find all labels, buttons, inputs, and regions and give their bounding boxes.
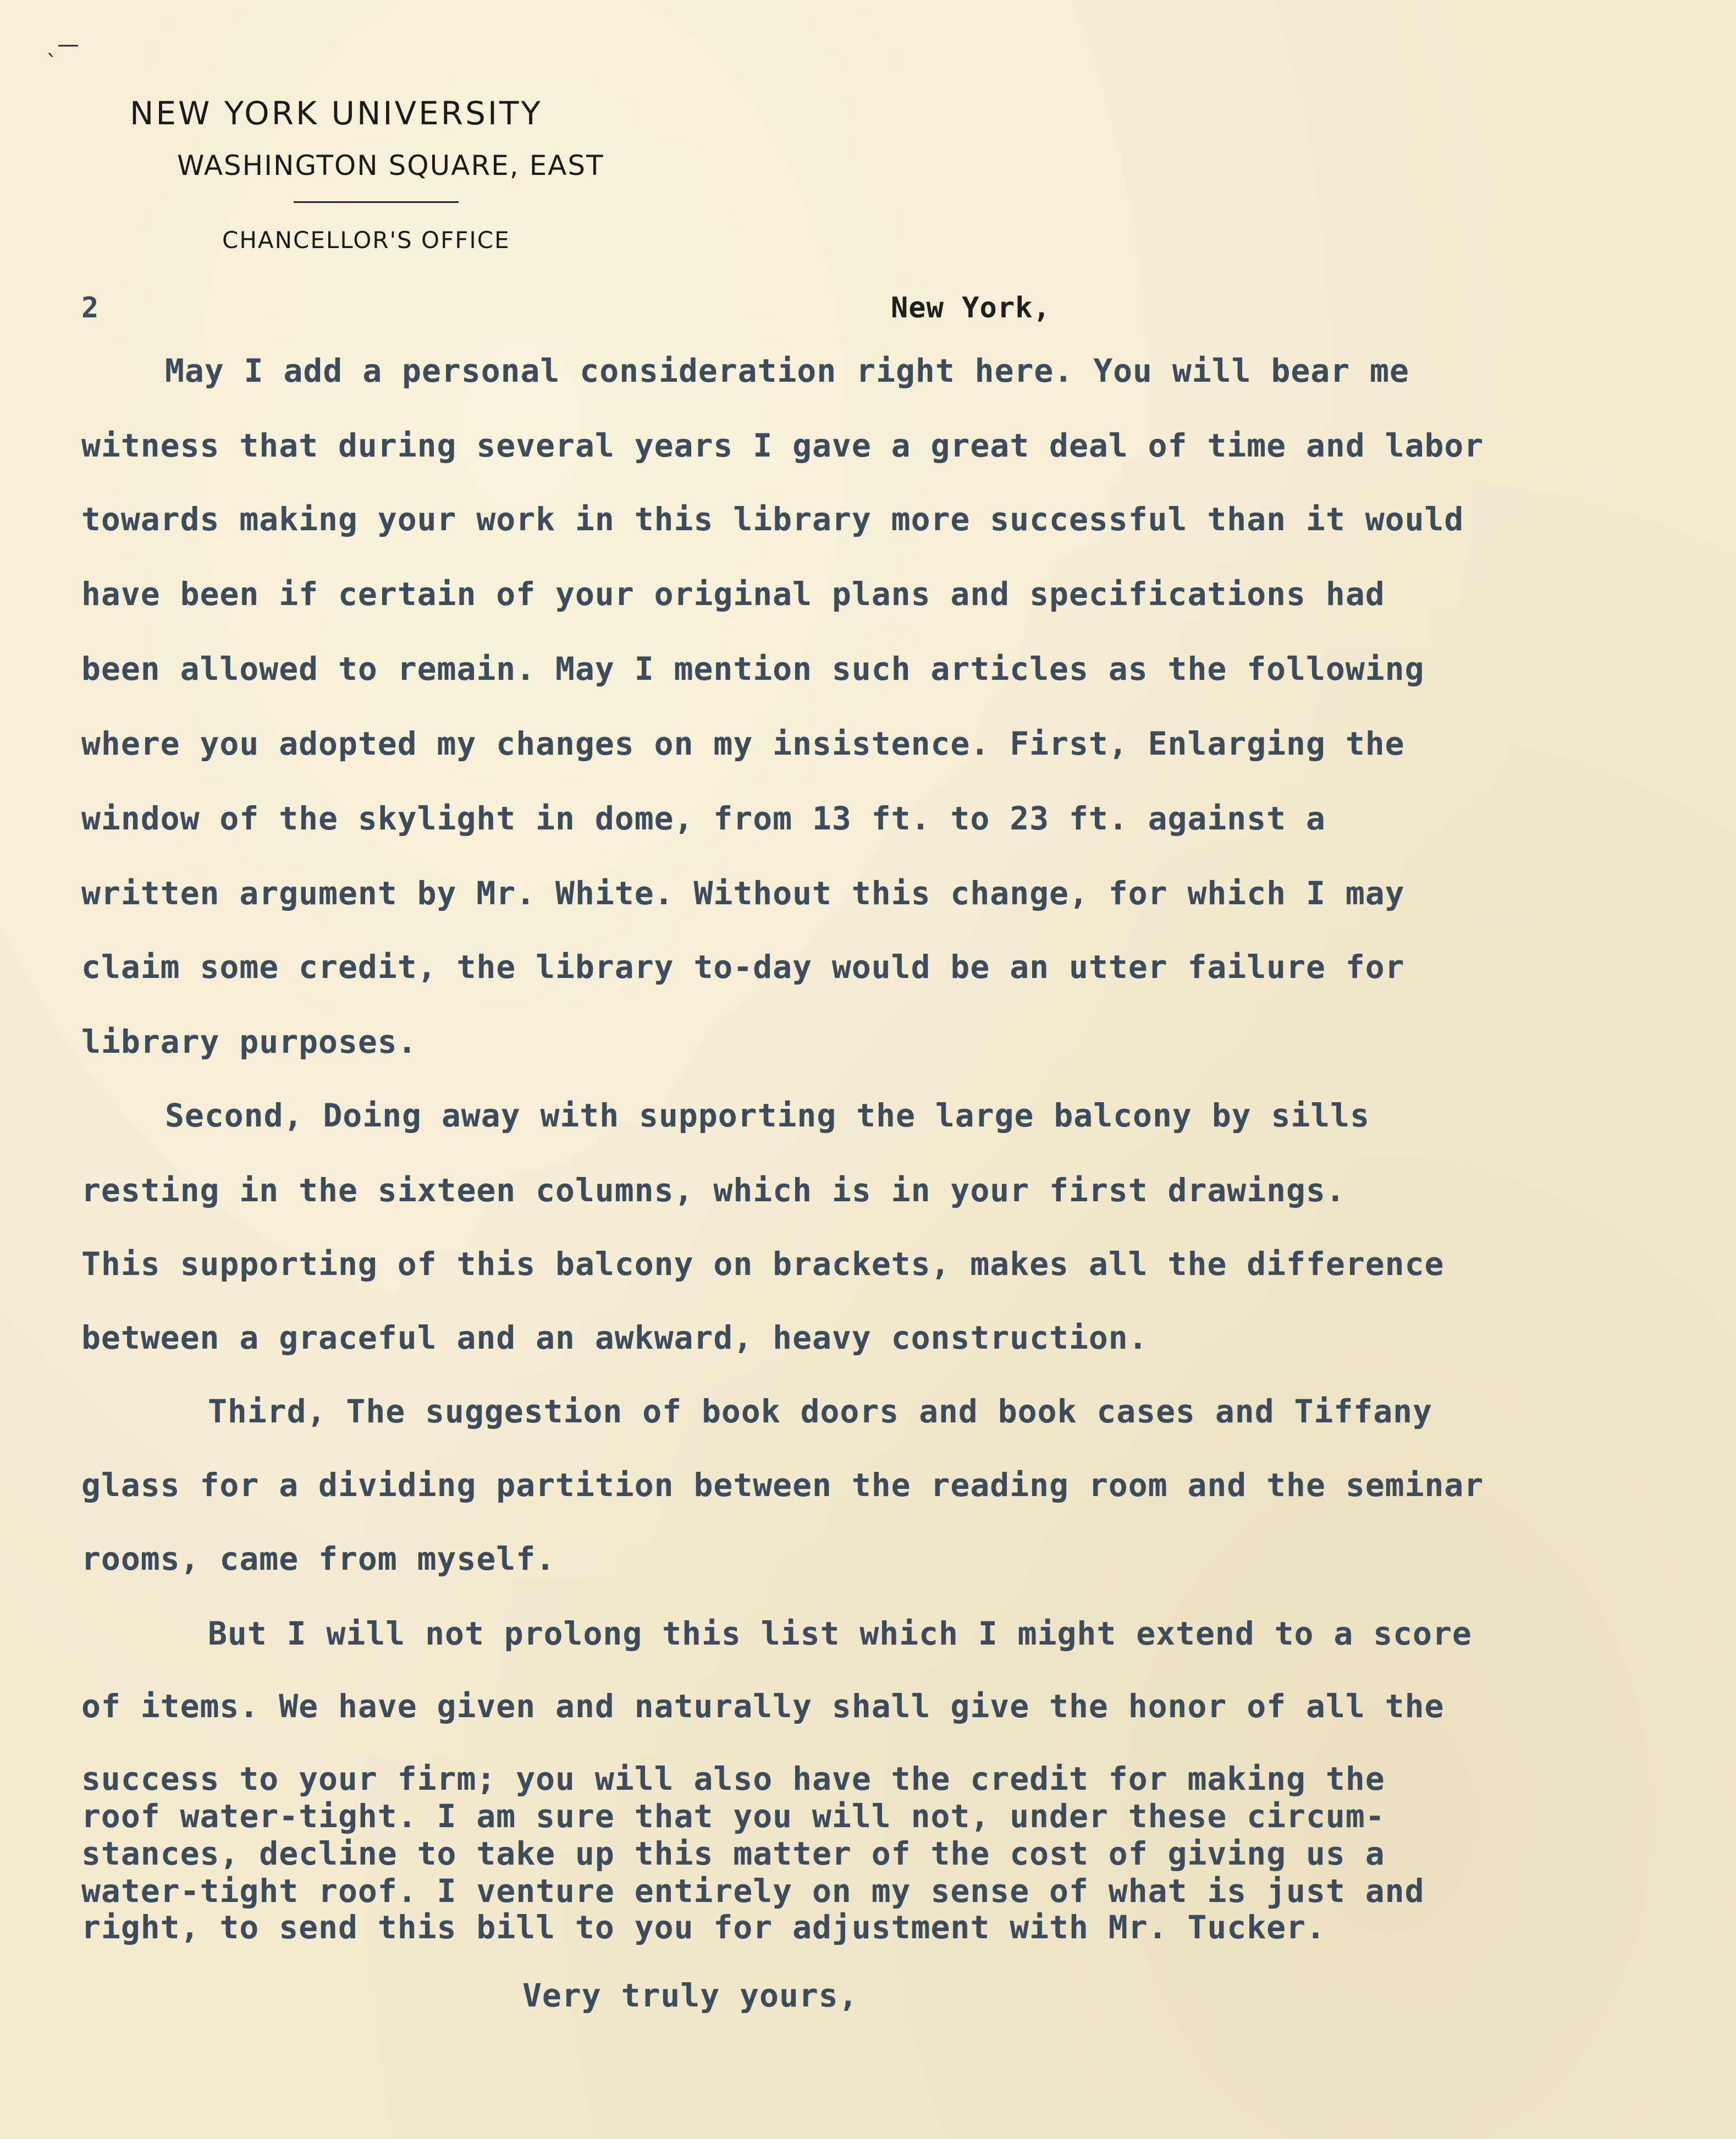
body-line: May I add a personal consideration right here. You will bear me (165, 352, 1409, 389)
body-line: resting in the sixteen columns, which is in your first drawings. (81, 1172, 1346, 1209)
body-line: claim some credit, the library to-day would be an utter failure for (81, 948, 1405, 986)
body-line: roof water-tight. I am sure that you will not, under these circum- (81, 1797, 1385, 1835)
body-line: stances, decline to take up this matter of the cost of giving us a (81, 1835, 1385, 1872)
body-line: water-tight roof. I venture entirely on my sense of what is just and (81, 1872, 1425, 1910)
body-line: But I will not prolong this list which I might extend to a score (208, 1615, 1472, 1652)
body-line: Second, Doing away with supporting the large balcony by sills (165, 1097, 1370, 1134)
body-line: library purposes. (81, 1023, 417, 1060)
page-number: 2 (81, 292, 100, 325)
body-line: right, to send this bill to you for adjustment with Mr. Tucker. (81, 1909, 1326, 1946)
place-line: New York, (891, 292, 1051, 325)
body-line: rooms, came from myself. (81, 1540, 556, 1577)
letterhead-institution: NEW YORK UNIVERSITY (130, 95, 543, 132)
body-line: written argument by Mr. White. Without this change, for which I may (81, 875, 1405, 912)
letterhead-address: WASHINGTON SQUARE, EAST (177, 150, 604, 182)
corner-mark: ˎ— (46, 32, 79, 57)
body-line: between a graceful and an awkward, heavy construction. (81, 1319, 1148, 1356)
body-line: where you adopted my changes on my insistence. First, Enlarging the (81, 725, 1405, 762)
body-line: success to your firm; you will also have the credit for making the (81, 1760, 1385, 1797)
body-line: window of the skylight in dome, from 13 ft. to 23 ft. against a (81, 800, 1326, 837)
body-line: towards making your work in this library more successful than it would (81, 501, 1464, 538)
body-line: glass for a dividing partition between the reading room and the seminar (81, 1466, 1484, 1504)
body-line: This supporting of this balcony on brackets, makes all the difference (81, 1245, 1445, 1283)
body-line: have been if certain of your original plans and specifications had (81, 575, 1385, 613)
closing-line: Very truly yours, (522, 1977, 858, 2014)
body-line: witness that during several years I gave a great deal of time and labor (81, 427, 1484, 464)
body-line: of items. We have given and naturally shall give the honor of all the (81, 1687, 1445, 1725)
letterhead-divider (294, 201, 459, 203)
body-line: been allowed to remain. May I mention such articles as the following (81, 650, 1425, 688)
letterhead-office: CHANCELLOR'S OFFICE (222, 227, 510, 254)
body-line: Third, The suggestion of book doors and book cases and Tiffany (208, 1393, 1432, 1430)
